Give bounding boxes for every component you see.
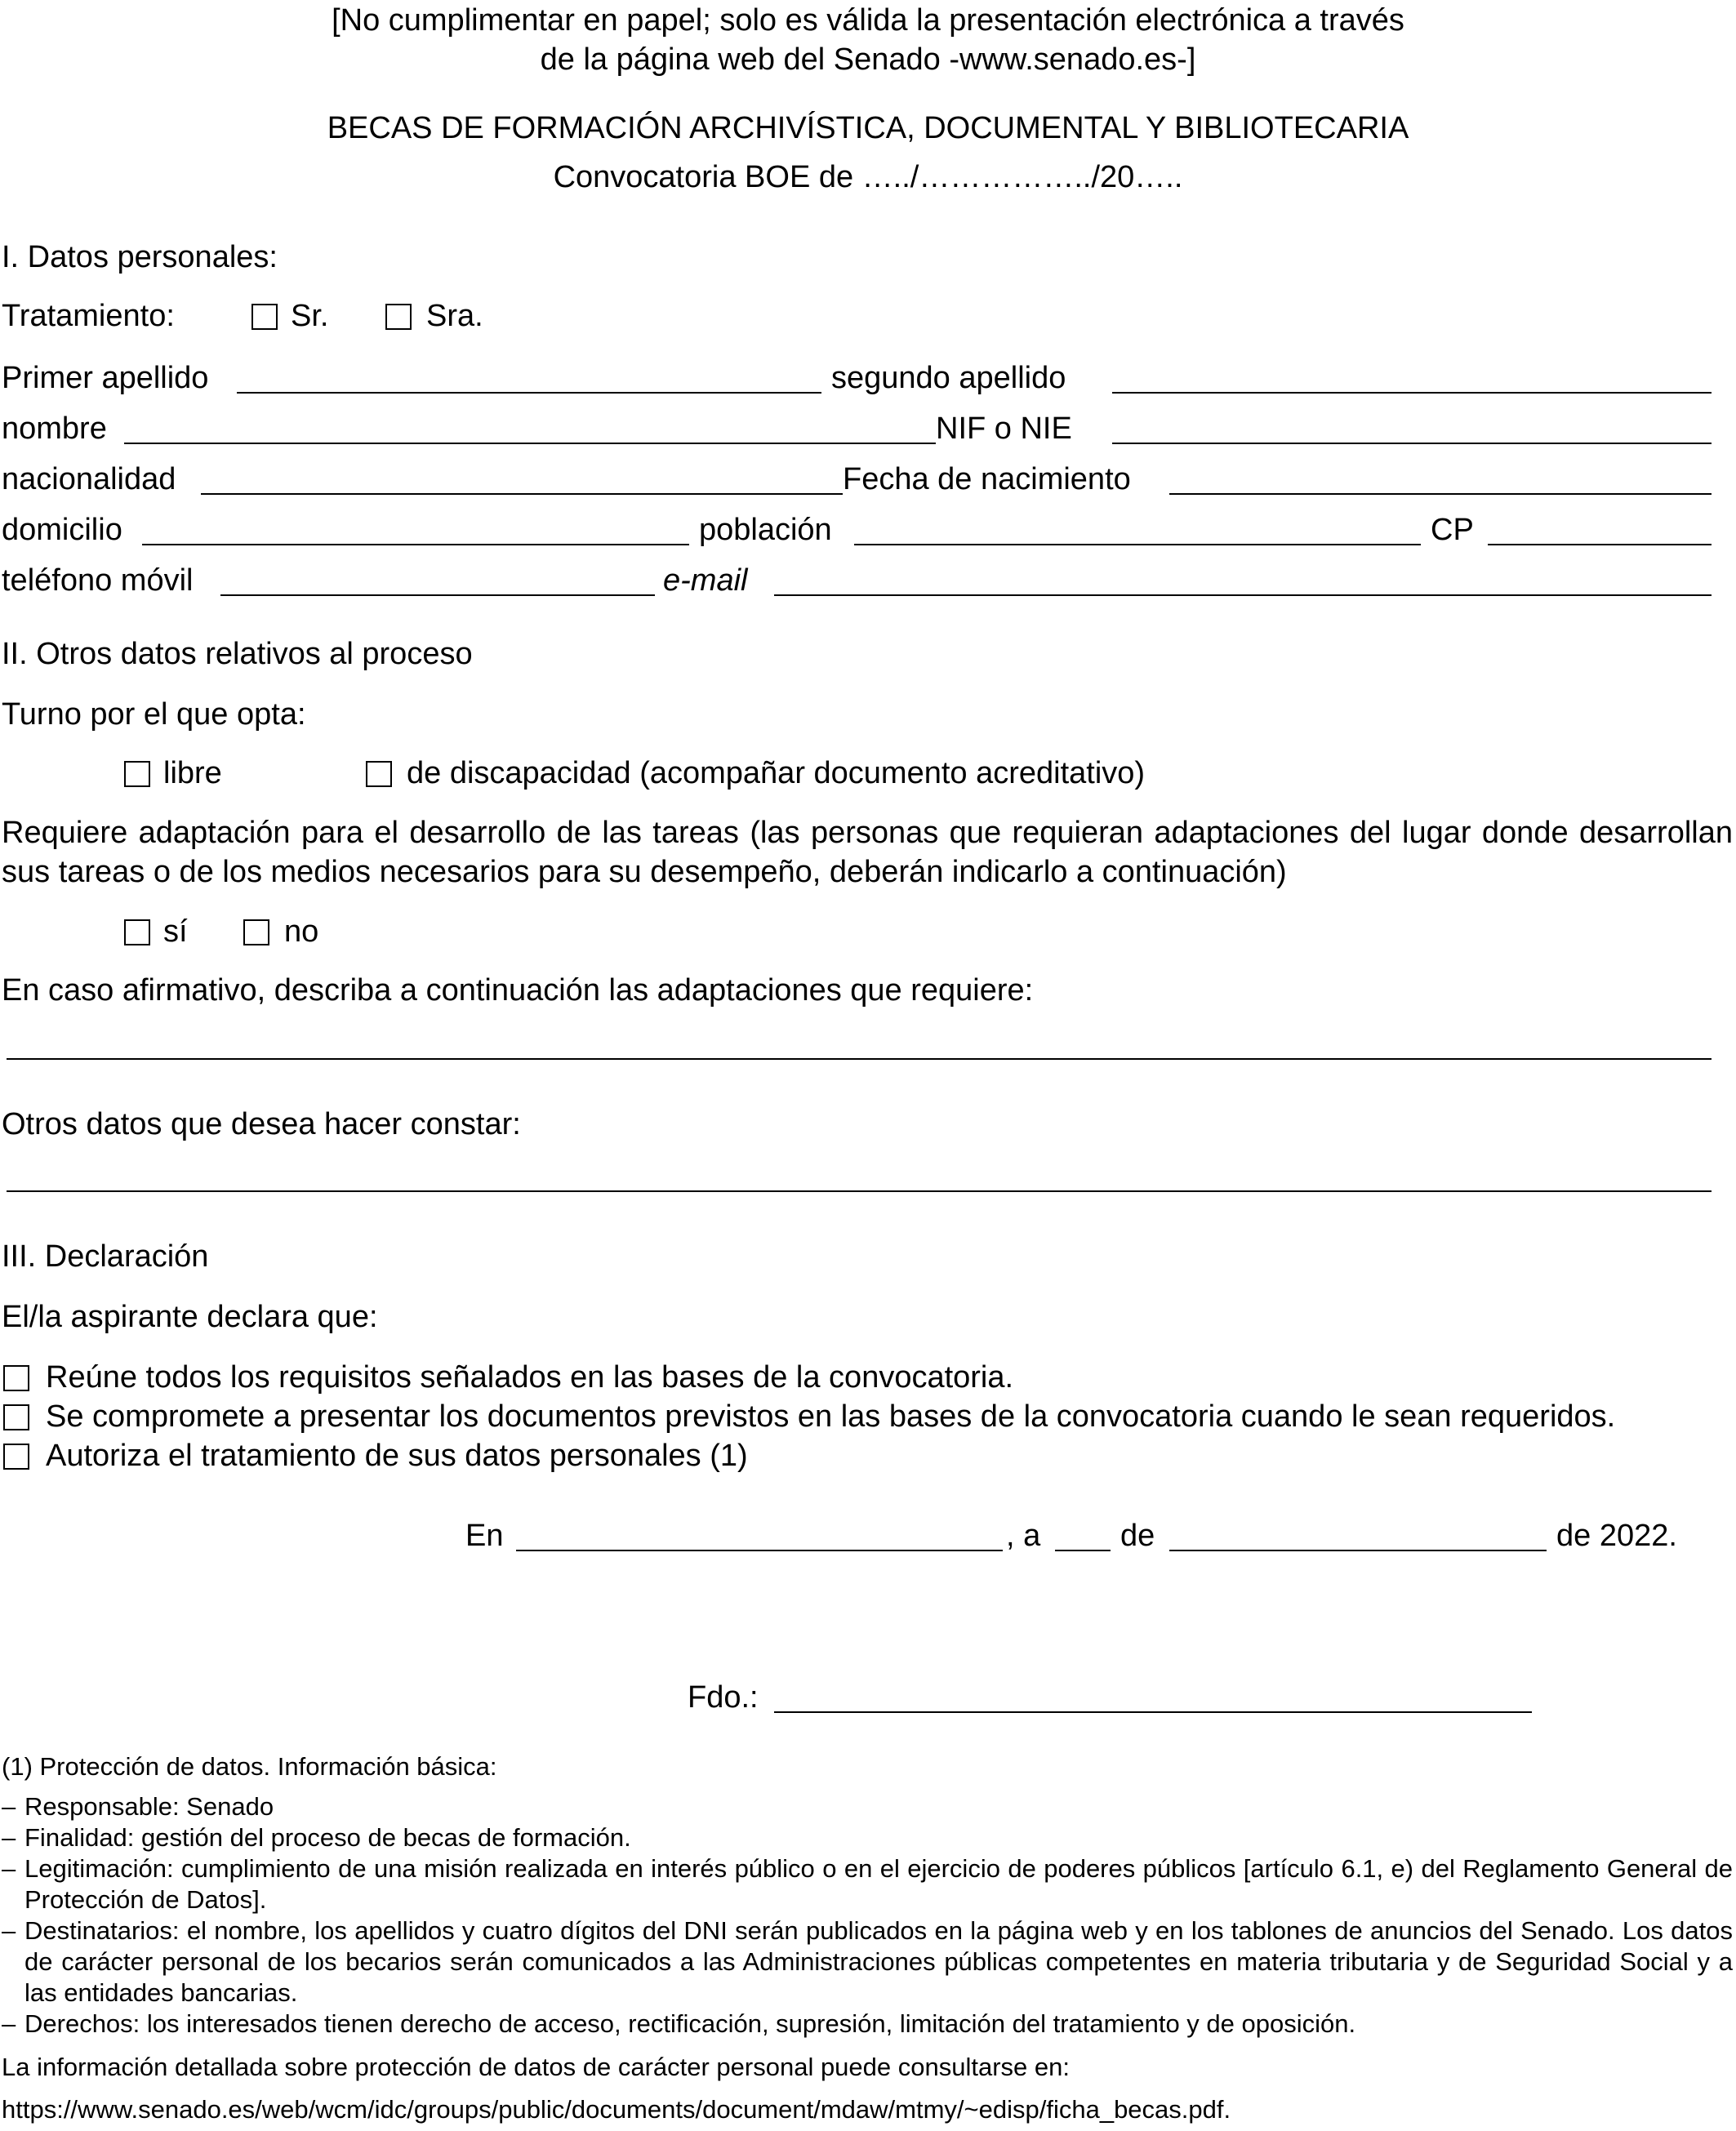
sra-label: Sra. [426, 299, 483, 333]
footnote-heading: (1) Protección de datos. Información básica: [2, 1752, 497, 1781]
cp-label: CP [1431, 513, 1474, 547]
footnote-dash: – [2, 1823, 16, 1852]
footnote-dash: – [2, 1854, 16, 1883]
fdo-label: Fdo.: [688, 1680, 759, 1715]
libre-checkbox[interactable] [124, 761, 150, 787]
adaptaciones-field[interactable] [7, 1058, 1712, 1060]
libre-label: libre [163, 756, 222, 790]
sr-checkbox[interactable] [251, 304, 278, 330]
autoriza-checkbox[interactable] [3, 1444, 29, 1470]
sra-checkbox[interactable] [385, 304, 412, 330]
otros-datos-field[interactable] [7, 1190, 1712, 1192]
adaptacion-text: Requiere adaptación para el desarrollo de las tareas (las personas que requieran adaptaciones del lugar donde desarrollan sus tareas o de los medios necesarios para su desempeño, deberán indicarlo a continuación) [2, 816, 1733, 889]
a-label: , a [1006, 1519, 1041, 1553]
telefono-field[interactable] [220, 594, 655, 596]
turno-label: Turno por el que opta: [2, 697, 306, 732]
convocatoria-line: Convocatoria BOE de …../……………../20….. [553, 160, 1183, 194]
si-label: sí [163, 914, 188, 949]
no-checkbox[interactable] [243, 919, 269, 945]
si-checkbox[interactable] [124, 919, 150, 945]
lugar-field[interactable] [516, 1550, 1003, 1551]
poblacion-label: población [699, 513, 832, 547]
nif-label: NIF o NIE [936, 412, 1072, 446]
section-1-heading: I. Datos personales: [2, 240, 278, 274]
year-label: de 2022. [1556, 1519, 1677, 1553]
section-3-heading: III. Declaración [2, 1239, 209, 1274]
discapacidad-checkbox[interactable] [366, 761, 392, 787]
fecha-nacimiento-field[interactable] [1169, 493, 1712, 495]
nombre-field[interactable] [124, 443, 936, 444]
segundo-apellido-label: segundo apellido [831, 361, 1066, 395]
footnote-dash: – [2, 1916, 16, 1945]
footnote-destinatarios: Destinatarios: el nombre, los apellidos y cuatro dígitos del DNI serán publicados en la página web y en los tablones de anuncios del Senado. Los datos de carácter personal de los becarios serán comunicados a las Administraciones públicas competentes en materia tributaria y de Seguridad Social y a las entidades bancarias. [24, 1916, 1733, 2007]
mes-field[interactable] [1169, 1550, 1547, 1551]
notice-line-1: [No cumplimentar en papel; solo es válida la presentación electrónica a través [332, 3, 1404, 38]
autoriza-label: Autoriza el tratamiento de sus datos personales (1) [46, 1439, 748, 1473]
otros-datos-label: Otros datos que desea hacer constar: [2, 1107, 521, 1141]
footnote-legitimacion: Legitimación: cumplimiento de una misión realizada en interés público o en el ejercicio de poderes públicos [artículo 6.1, e) del Reglamento General de Protección de Datos]. [24, 1854, 1733, 1914]
requisitos-checkbox[interactable] [3, 1365, 29, 1391]
primer-apellido-label: Primer apellido [2, 361, 209, 395]
footnote-url[interactable]: https://www.senado.es/web/wcm/idc/groups/public/documents/document/mdaw/mtmy/~edisp/ficha_becas.pdf. [2, 2095, 1231, 2124]
footnote-dash: – [2, 1792, 16, 1821]
footnote-derechos: Derechos: los interesados tienen derecho de acceso, rectificación, supresión, limitación del tratamiento y de oposición. [24, 2009, 1356, 2038]
primer-apellido-field[interactable] [237, 392, 821, 394]
discapacidad-label: de discapacidad (acompañar documento acreditativo) [407, 756, 1146, 790]
describa-label: En caso afirmativo, describa a continuación las adaptaciones que requiere: [2, 973, 1034, 1008]
footnote-responsable: Responsable: Senado [24, 1792, 274, 1821]
form-title: BECAS DE FORMACIÓN ARCHIVÍSTICA, DOCUMENTAL Y BIBLIOTECARIA [327, 111, 1409, 145]
requisitos-label: Reúne todos los requisitos señalados en las bases de la convocatoria. [46, 1360, 1014, 1395]
sr-label: Sr. [291, 299, 329, 333]
declara-intro: El/la aspirante declara que: [2, 1300, 378, 1334]
footnote-finalidad: Finalidad: gestión del proceso de becas de formación. [24, 1823, 631, 1852]
tratamiento-label: Tratamiento: [2, 299, 175, 333]
notice-line-2: de la página web del Senado -www.senado.es-] [540, 42, 1196, 77]
section-2-heading: II. Otros datos relativos al proceso [2, 637, 473, 671]
cp-field[interactable] [1488, 544, 1712, 545]
de-label: de [1120, 1519, 1155, 1553]
no-label: no [284, 914, 319, 949]
segundo-apellido-field[interactable] [1112, 392, 1712, 394]
dia-field[interactable] [1055, 1550, 1111, 1551]
compromiso-label: Se compromete a presentar los documentos previstos en las bases de la convocatoria cuando le sean requeridos. [46, 1399, 1616, 1434]
email-field[interactable] [774, 594, 1712, 596]
firma-field[interactable] [774, 1711, 1532, 1713]
compromiso-checkbox[interactable] [3, 1404, 29, 1430]
poblacion-field[interactable] [854, 544, 1421, 545]
footnote-dash: – [2, 2009, 16, 2038]
nacionalidad-field[interactable] [201, 493, 843, 495]
telefono-label: teléfono móvil [2, 563, 194, 598]
footnote-info: La información detallada sobre protección de datos de carácter personal puede consultarse en: [2, 2053, 1070, 2081]
fecha-nacimiento-label: Fecha de nacimiento [843, 462, 1131, 496]
domicilio-field[interactable] [142, 544, 689, 545]
nombre-label: nombre [2, 412, 107, 446]
email-label: e-mail [663, 563, 748, 598]
domicilio-label: domicilio [2, 513, 122, 547]
nacionalidad-label: nacionalidad [2, 462, 176, 496]
en-label: En [465, 1519, 504, 1553]
nif-field[interactable] [1112, 443, 1712, 444]
